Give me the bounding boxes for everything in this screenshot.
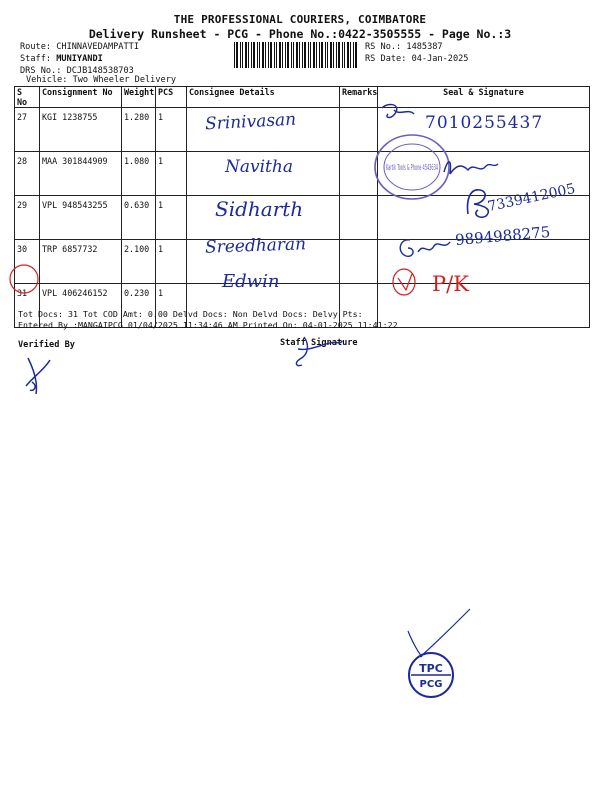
barcode-bar [240,42,241,68]
handwritten-phone-27: 7010255437 [425,113,544,133]
barcode-bar [308,42,309,68]
col-weight: Weight [122,87,156,108]
barcode-bar [293,42,294,68]
barcode-bar [253,42,255,68]
barcode-bar [276,42,277,68]
barcode-bar [336,42,337,68]
barcode-bar [257,42,258,68]
red-circle-mark [7,262,41,296]
barcode-bar [245,42,247,68]
barcode-bar [325,42,326,68]
barcode-bar [262,42,264,68]
col-consignee: Consignee Details [187,87,340,108]
barcode-bar [310,42,311,68]
sno-cell: 27 [15,108,40,152]
barcode-bar [285,42,286,68]
sno-cell: 28 [15,152,40,196]
col-consignment: Consignment No [40,87,122,108]
consignment-cell: MAA 301844909 [40,152,122,196]
barcode-bar [319,42,320,68]
consignment-cell: KGI 1238755 [40,108,122,152]
verified-by-label: Verified By [18,340,75,350]
barcode-bar [327,42,328,68]
signature-30 [394,232,454,262]
barcode-bar [330,42,332,68]
barcode-bar [291,42,292,68]
barcode-bar [274,42,275,68]
barcode-bar [302,42,303,68]
col-seal: Seal & Signature [378,87,590,108]
consignment-cell: VPL 948543255 [40,196,122,240]
tpc-logo [405,649,457,701]
red-pk-mark: P/K [432,272,469,296]
barcode-bar [234,42,235,68]
handwritten-consignee-27: Srinivasan [204,109,297,135]
vehicle-type: Vehicle: Two Wheeler Delivery [26,75,177,85]
sno-cell: 30 [15,240,40,284]
pcs-cell: 1 [156,196,187,240]
barcode-bar [321,42,323,68]
col-pcs: PCS [156,87,187,108]
logo-top-text: TPC [419,662,443,675]
barcode-bar [248,42,249,68]
runsheet-subtitle: Delivery Runsheet - PCG - Phone No.:0422-3505555 - Page No.:3 [88,27,512,41]
weight-cell: 0.630 [122,196,156,240]
barcode-bar [344,42,345,68]
barcode-bar [279,42,281,68]
col-remarks: Remarks [340,87,378,108]
red-check-mark [390,266,420,300]
rs-number: RS No.: 1485387 [365,42,443,52]
pcs-cell: 1 [156,240,187,284]
barcode-bar [338,42,340,68]
barcode-bar [265,42,266,68]
barcode-bar [268,42,269,68]
table-header-row [15,87,590,108]
verified-signature [24,352,64,398]
barcode-bar [296,42,298,68]
logo-bottom-text: PCG [419,679,443,690]
totals-line: Tot Docs: 31 Tot COD Amt: 0.00 Delvd Docs: Non Delvd Docs: Delvy Pts: [18,309,363,319]
barcode-bar [350,42,351,68]
barcode-bar [270,42,272,68]
seal-text: Kartik Tools & Phone 4543634 [386,163,438,172]
entered-by-line: Entered By :MANGAIPCG 01/04/2025 11:34:46 AM Printed On: 04-01-2025 11:41:22 [18,320,398,330]
weight-cell: 0.230 [122,284,156,328]
drs-number: DRS No.: DCJB148538703 [20,66,134,76]
weight-cell: 1.280 [122,108,156,152]
barcode-bar [304,42,306,68]
staff-signature [290,333,345,369]
staff-line [20,54,103,64]
barcode-bar [259,42,260,68]
barcode-bar [333,42,334,68]
barcode-bar [287,42,289,68]
barcode-bar [316,42,317,68]
signature-27 [378,100,418,130]
handwritten-consignee-30: Sreedharan [204,234,307,258]
barcode-bar [347,42,349,68]
barcode-bar [236,42,238,68]
remarks-cell [340,240,378,284]
company-title: THE PROFESSIONAL COURIERS, COIMBATORE [173,13,427,26]
rs-date: RS Date: 04-Jan-2025 [365,54,469,64]
handwritten-consignee-31: Edwin [222,271,280,292]
barcode-image [233,42,358,68]
route-label: Route: CHINNAVEDAMPATTI [20,42,139,52]
barcode-bar [353,42,354,68]
barcode-bar [299,42,300,68]
consignment-cell: VPL 406246152 [40,284,122,328]
barcode-bar [355,42,357,68]
signature-28 [440,152,500,180]
barcode-bar [282,42,283,68]
barcode-bar [251,42,252,68]
pcs-cell: 1 [156,108,187,152]
weight-cell: 1.080 [122,152,156,196]
handwritten-consignee-28: Navitha [225,157,293,177]
pcs-cell: 1 [156,152,187,196]
barcode-bar [313,42,315,68]
barcode-bar [342,42,343,68]
consignment-cell: TRP 6857732 [40,240,122,284]
sno-cell: 29 [15,196,40,240]
remarks-cell [340,196,378,240]
weight-cell: 2.100 [122,240,156,284]
staff-signature-label: Staff Signature [280,338,358,348]
staff-label: Staff: [20,54,52,64]
sno-cell: 31 [15,284,40,328]
barcode-bar [242,42,243,68]
handwritten-consignee-29: Sidharth [215,197,304,221]
handwritten-phone-30: 9894988275 [454,222,552,250]
handwritten-phone-29: 7339412005 [486,180,577,216]
staff-name: MUNIYANDI [56,54,103,64]
pcs-cell: 1 [156,284,187,328]
col-sno: S No [15,87,40,108]
